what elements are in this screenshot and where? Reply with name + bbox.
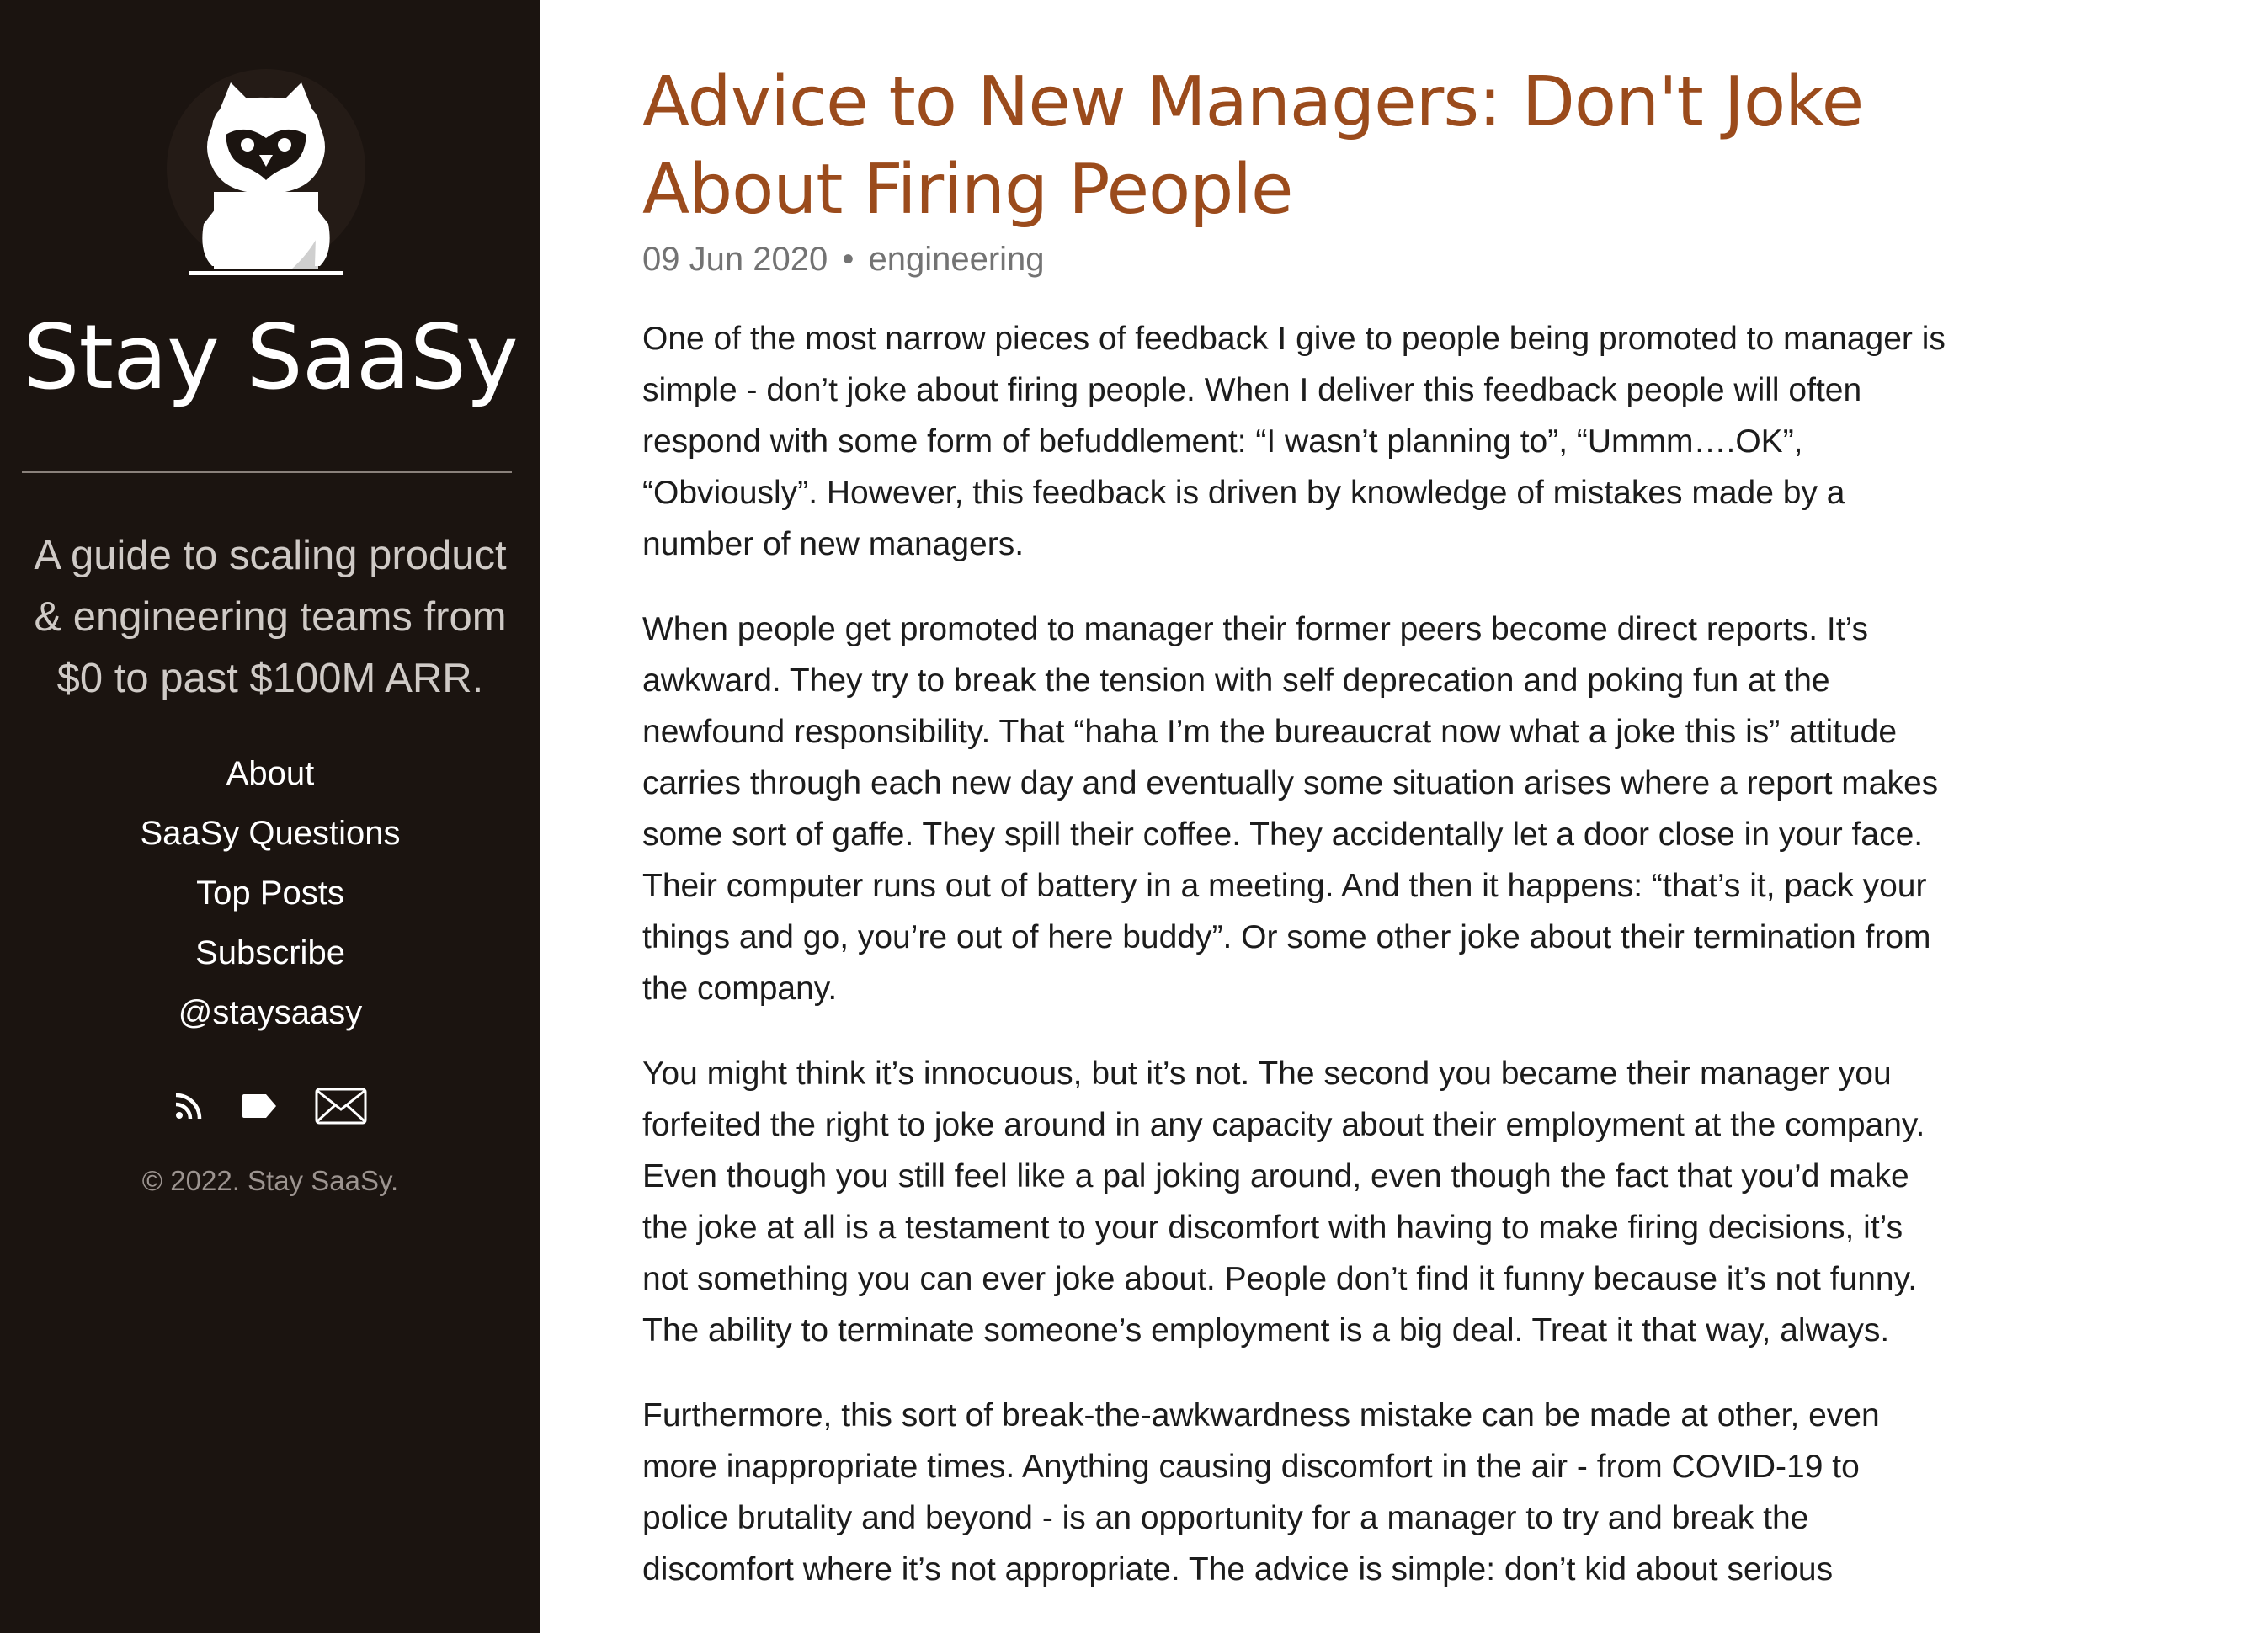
- post-meta: [642, 236, 1956, 283]
- nav-item-about: [0, 744, 540, 804]
- post-body: [642, 313, 1956, 1595]
- sidebar: [0, 0, 540, 1633]
- post-paragraph: You might think it’s innocuous, but it’s not. The second you became their manager you forfeited the right to joke around in any capacity about their employment at the company. Even though you still feel like a pal joking around, even though the fact that you’d make the joke at all is a testament to your discomfort with having to make firing decisions, it’s not something you can ever joke about. People don’t find it funny because it’s not funny. The ability to terminate someone’s employment is a big deal. Treat it that way, always.: [642, 1056, 1925, 1348]
- nav-item-saasy-questions: [0, 804, 540, 864]
- post-content: [642, 59, 1956, 1595]
- rss-icon[interactable]: [173, 1091, 204, 1125]
- nav-link-twitter[interactable]: @staysaasy: [178, 994, 363, 1031]
- nav-link-about[interactable]: About: [226, 755, 315, 792]
- post-category-link[interactable]: engineering: [868, 241, 1045, 278]
- meta-separator: •: [842, 241, 854, 278]
- owl-logo[interactable]: [165, 67, 367, 283]
- nav-link-subscribe[interactable]: Subscribe: [195, 934, 345, 971]
- post-date: 09 Jun 2020: [642, 241, 828, 278]
- sidebar-nav: [0, 744, 540, 1043]
- post-paragraph: Furthermore, this sort of break-the-awkwardness mistake can be made at other, even more inappropriate times. Anything causing discomfort in the air - from COVID-19 to police brutality and beyond - is an opportunity for a manager to try and break the discomfort where it’s not appropriate. The advice is simple: don’t kid about serious: [642, 1397, 1880, 1588]
- nav-link-top-posts[interactable]: Top Posts: [196, 875, 344, 912]
- social-links: [0, 1088, 540, 1129]
- site-tagline: A guide to scaling product & engineering teams from $0 to past $100M ARR.: [34, 533, 507, 701]
- post-title: Advice to New Managers: Don't Joke About Firing People: [642, 62, 1864, 230]
- tag-icon[interactable]: [241, 1093, 278, 1124]
- sidebar-divider: [22, 471, 512, 473]
- site-title[interactable]: Stay SaaSy: [23, 306, 518, 409]
- post-paragraph: One of the most narrow pieces of feedback I give to people being promoted to manager is simple - don’t joke about firing people. When I deliver this feedback people will often respond with some form of befuddlement: “I wasn’t planning to”, “Ummm….OK”, “Obviously”. However, this feedback is driven by knowledge of mistakes made by a number of new managers.: [642, 321, 1946, 562]
- mail-icon[interactable]: [315, 1088, 367, 1129]
- nav-item-top-posts: [0, 864, 540, 923]
- nav-item-twitter: [0, 983, 540, 1043]
- nav-link-saasy-questions[interactable]: SaaSy Questions: [140, 815, 401, 852]
- copyright-text: © 2022. Stay SaaSy.: [141, 1165, 399, 1196]
- post-paragraph: When people get promoted to manager their former peers become direct reports. It’s awkward. They try to break the tension with self deprecation and poking fun at the newfound responsibility. That “haha I’m the bureaucrat now what a joke this is” attitude carries through each new day and eventually some situation arises where a report makes some sort of gaffe. They spill their coffee. They accidentally let a door close in your face. Their computer runs out of battery in a meeting. And then it happens: “that’s it, pack your things and go, you’re out of here buddy”. Or some other joke about their termination from the company.: [642, 611, 1939, 1007]
- nav-item-subscribe: [0, 923, 540, 983]
